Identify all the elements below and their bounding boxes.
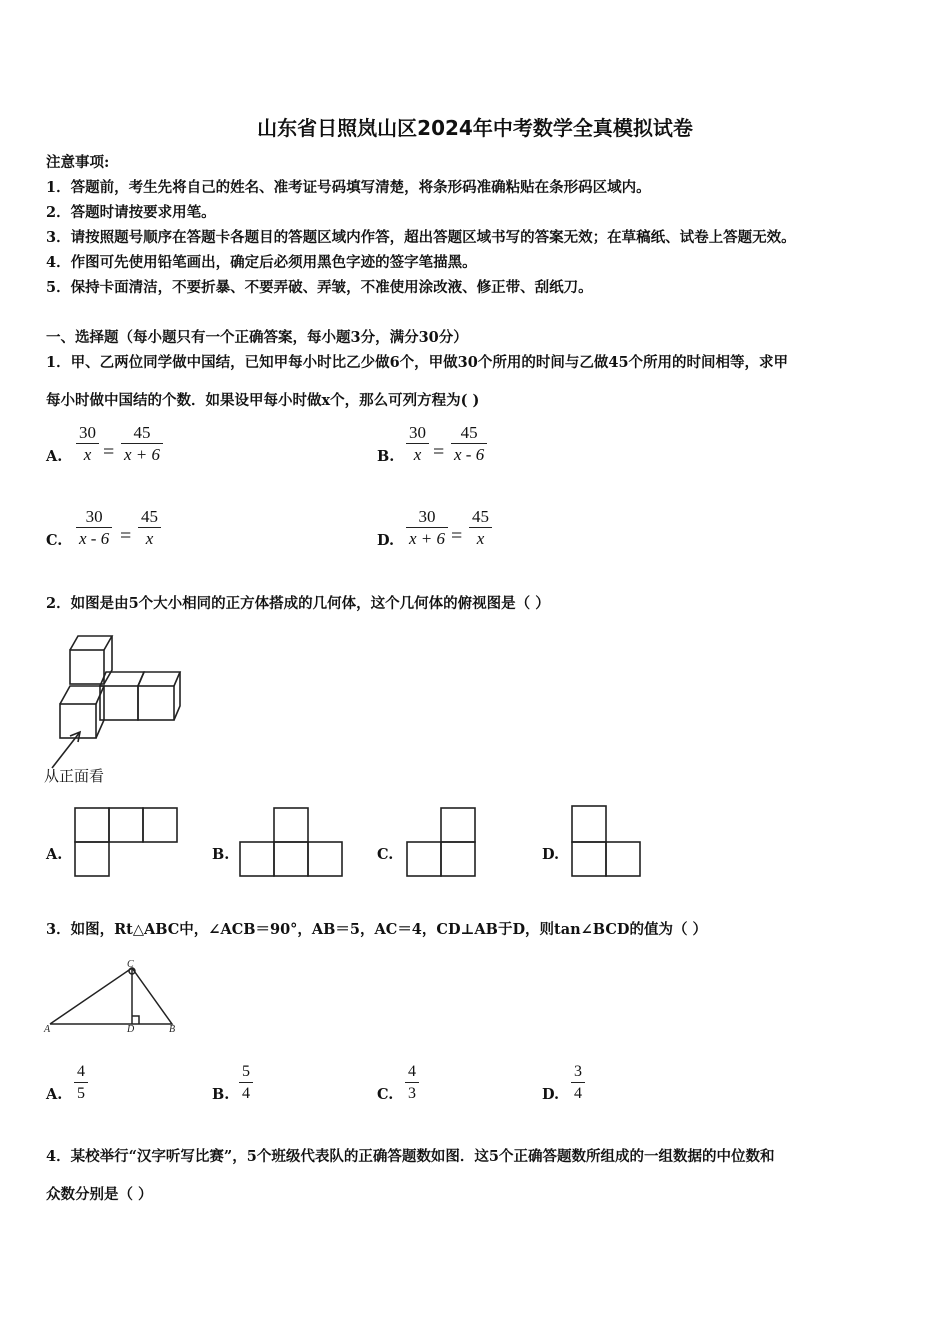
- question-1-text-cont: 每小时做中国结的个数．如果设甲每小时做x个，那么可列方程为( ): [46, 392, 480, 409]
- right-triangle-figure: [44, 958, 179, 1036]
- option-d-label[interactable]: D.: [377, 532, 395, 549]
- page-title: 山东省日照岚山区2024年中考数学全真模拟试卷: [257, 116, 693, 140]
- fraction: $\frac{4}{3}$: [405, 1062, 419, 1105]
- vertex-a-label: A: [44, 1024, 51, 1035]
- top-view-option-b[interactable]: [238, 806, 346, 878]
- notice-heading: 注意事项:: [46, 154, 110, 171]
- fraction: $\frac{45}{x + 6}$: [121, 423, 163, 466]
- notice-item: 2．答题时请按要求用笔。: [46, 204, 216, 221]
- top-view-option-d[interactable]: [570, 804, 644, 878]
- equals-sign: =: [451, 525, 463, 547]
- section-heading: 一、选择题（每小题只有一个正确答案，每小题3分，满分30分）: [46, 329, 468, 346]
- option-a-label[interactable]: A.: [46, 448, 63, 465]
- vertex-c-label: C: [127, 959, 134, 970]
- option-b-label[interactable]: B.: [212, 846, 230, 863]
- fraction: $\frac{5}{4}$: [239, 1062, 253, 1105]
- notice-item: 4．作图可先使用铅笔画出，确定后必须用黑色字迹的签字笔描黑。: [46, 254, 477, 271]
- option-a-label[interactable]: A.: [46, 1086, 63, 1103]
- question-4-text-cont: 众数分别是（ ）: [46, 1186, 153, 1203]
- vertex-b-label: B: [169, 1024, 176, 1035]
- option-d-label[interactable]: D.: [542, 1086, 560, 1103]
- fraction: $\frac{30}{x - 6}$: [76, 507, 112, 550]
- question-3-text: 3．如图，Rt△ABC中，∠ACB＝90°，AB＝5，AC＝4，CD⊥AB于D，则tan∠BCD的值为（ ）: [46, 921, 707, 938]
- option-c-label[interactable]: C.: [377, 846, 394, 863]
- notice-item: 1．答题前，考生先将自己的姓名、准考证号码填写清楚，将条形码准确粘贴在条形码区域内。: [46, 179, 651, 196]
- fraction: $\frac{30}{x}$: [76, 423, 99, 466]
- equals-sign: =: [103, 441, 115, 463]
- fraction: $\frac{45}{x}$: [138, 507, 161, 550]
- cube-stack-figure: [44, 628, 189, 788]
- fraction: $\frac{4}{5}$: [74, 1062, 88, 1105]
- top-view-option-c[interactable]: [405, 806, 479, 878]
- option-d-label[interactable]: D.: [542, 846, 560, 863]
- question-4-text: 4．某校举行“汉字听写比赛”，5个班级代表队的正确答题数如图．这5个正确答题数所组成的一组数据的中位数和: [46, 1148, 775, 1165]
- fraction: $\frac{45}{x}$: [469, 507, 492, 550]
- vertex-d-label: D: [127, 1024, 135, 1035]
- equals-sign: =: [120, 525, 132, 547]
- fraction: $\frac{3}{4}$: [571, 1062, 585, 1105]
- fraction: $\frac{30}{x}$: [406, 423, 429, 466]
- notice-item: 5．保持卡面清洁，不要折暴、不要弄破、弄皱，不准使用涂改液、修正带、刮纸刀。: [46, 279, 593, 296]
- question-1-text: 1．甲、乙两位同学做中国结，已知甲每小时比乙少做6个，甲做30个所用的时间与乙做45个所用的时间相等，求甲: [46, 354, 789, 371]
- option-c-label[interactable]: C.: [46, 532, 63, 549]
- notice-item: 3．请按照题号顺序在答题卡各题目的答题区域内作答，超出答题区域书写的答案无效；在草稿纸、试卷上答题无效。: [46, 229, 796, 246]
- option-b-label[interactable]: B.: [377, 448, 395, 465]
- fraction: $\frac{45}{x - 6}$: [451, 423, 487, 466]
- figure-caption: 从正面看: [44, 767, 105, 785]
- option-b-label[interactable]: B.: [212, 1086, 230, 1103]
- question-2-text: 2．如图是由5个大小相同的正方体搭成的几何体，这个几何体的俯视图是（ ）: [46, 595, 550, 612]
- equals-sign: =: [433, 441, 445, 463]
- fraction: $\frac{30}{x + 6}$: [406, 507, 448, 550]
- top-view-option-a[interactable]: [73, 806, 181, 878]
- option-c-label[interactable]: C.: [377, 1086, 394, 1103]
- option-a-label[interactable]: A.: [46, 846, 63, 863]
